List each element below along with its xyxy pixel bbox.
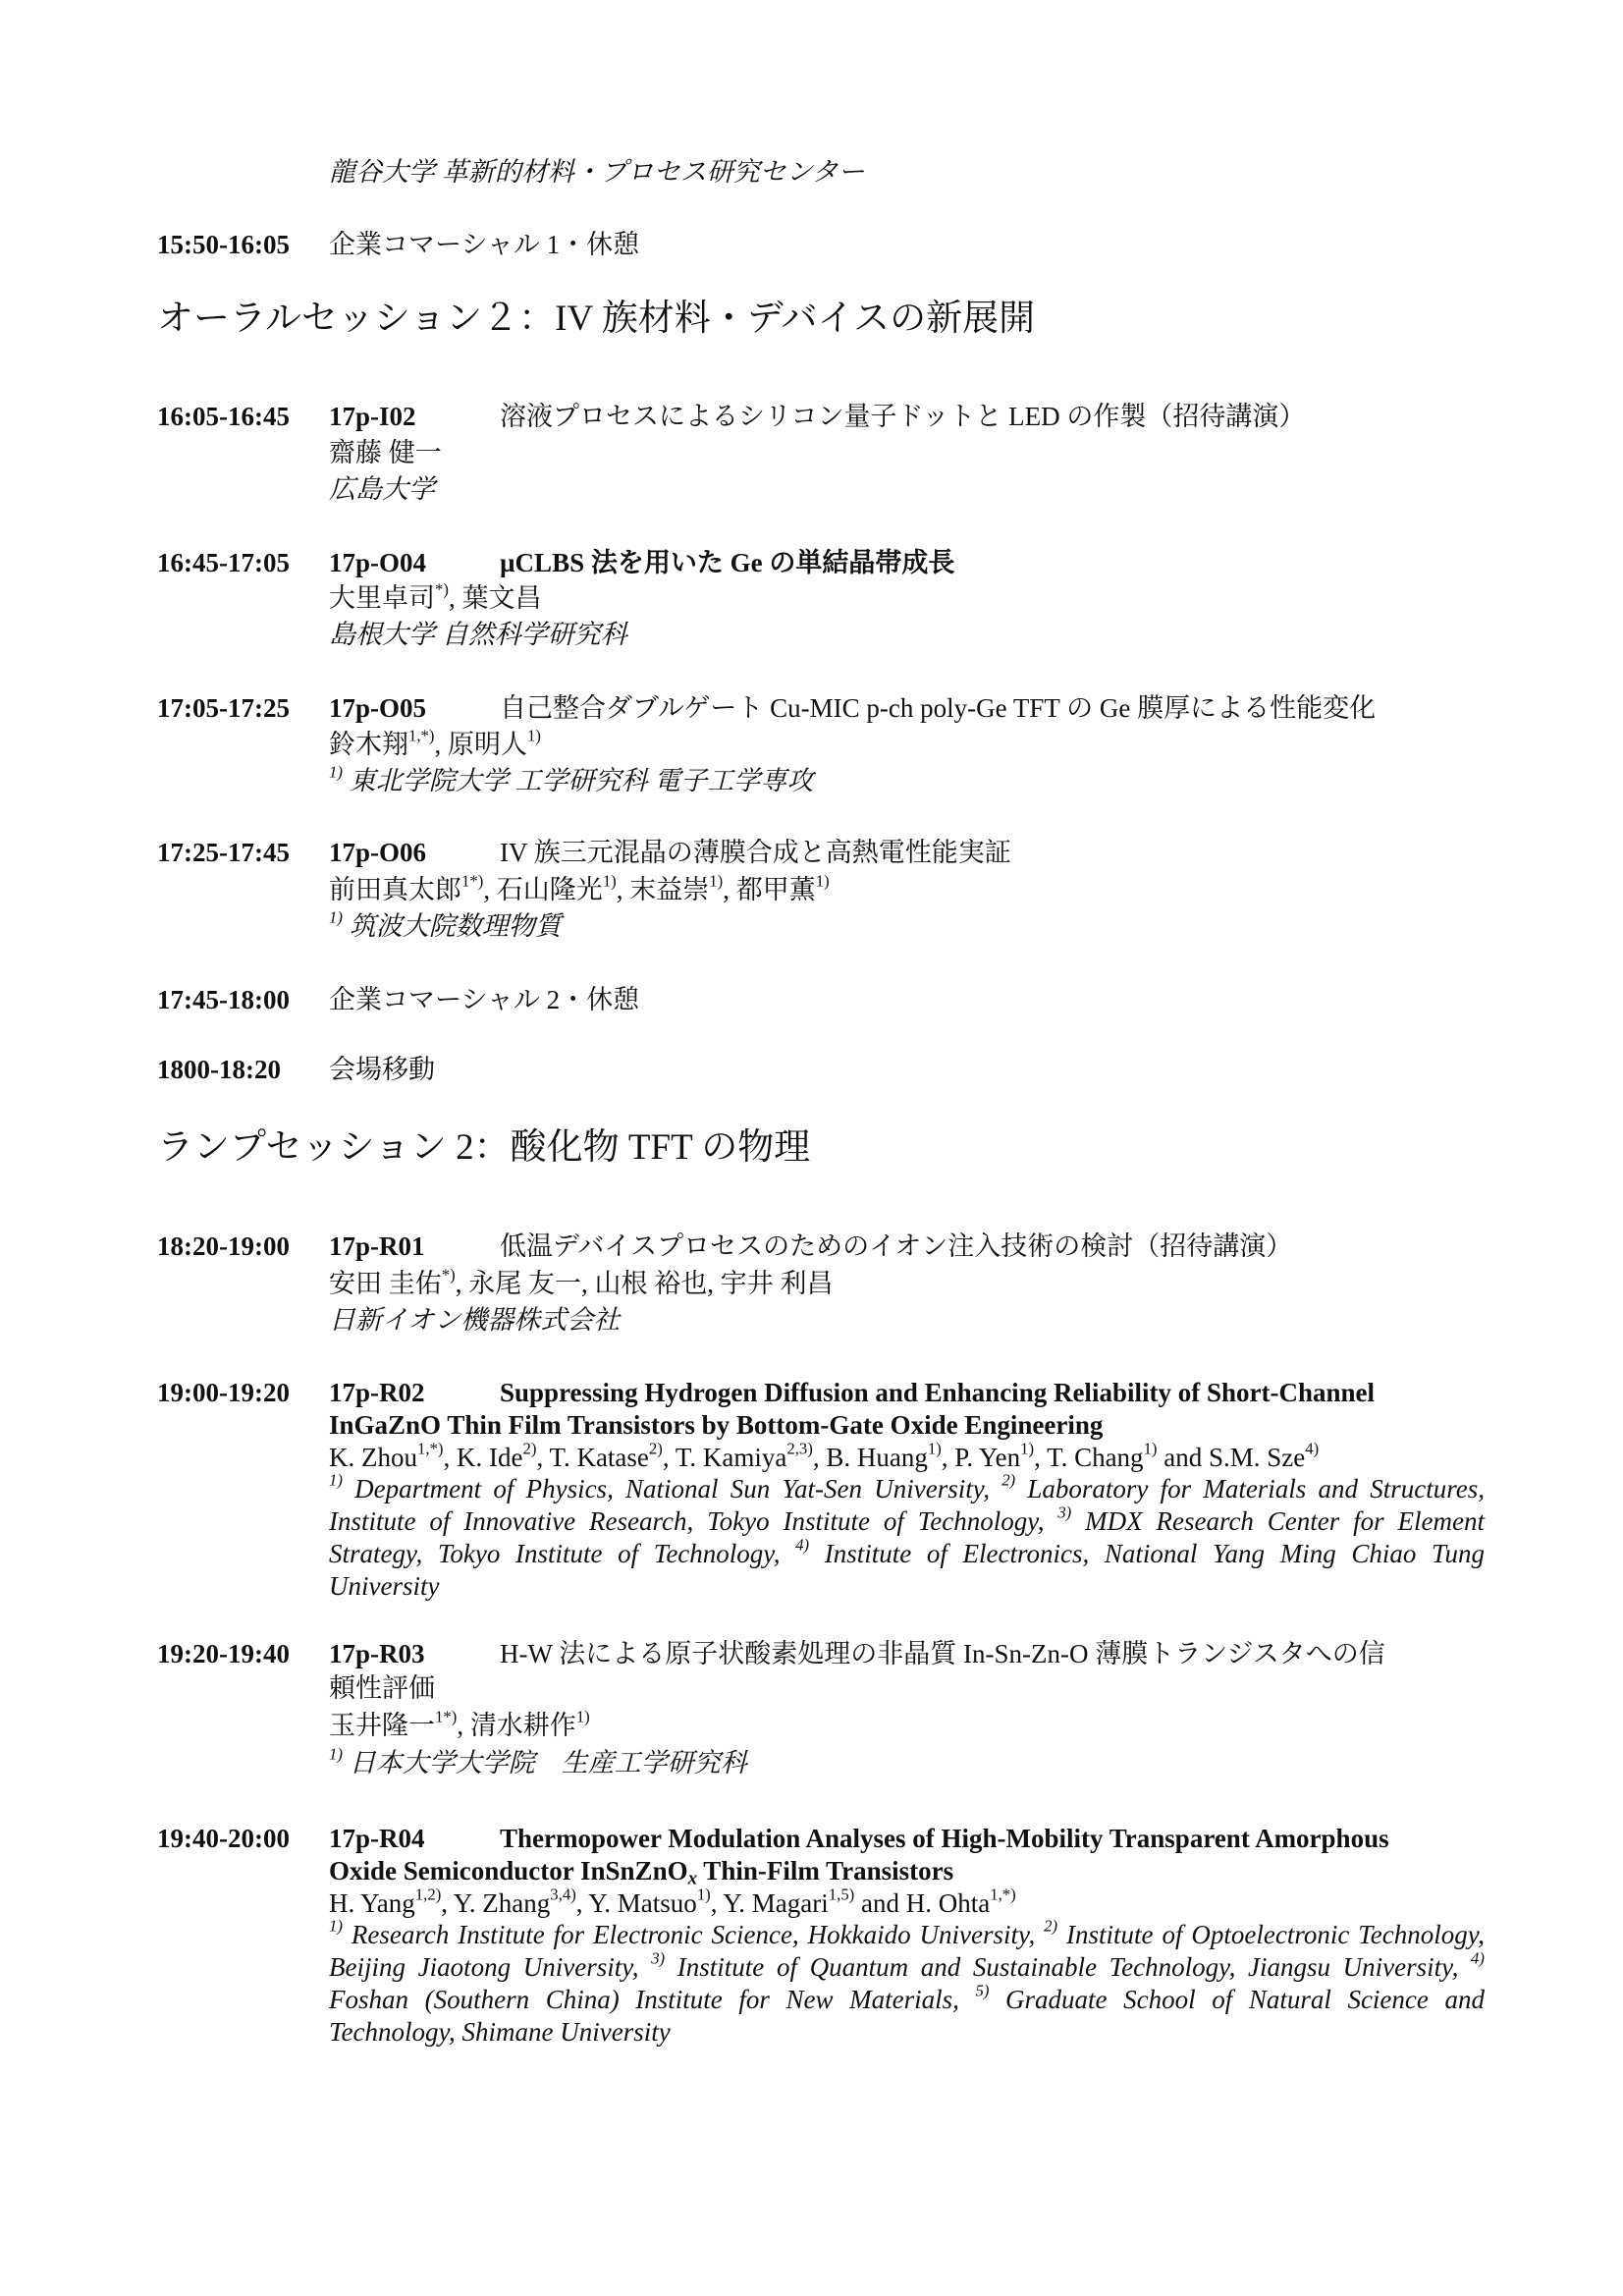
talk-id: 17p-R04 [329, 1824, 425, 1853]
talk-id: 17p-O06 [329, 838, 427, 867]
talk-affiliation [329, 1746, 747, 1779]
author-affiliation-mark: 1) [1143, 1439, 1158, 1458]
author-separator: , [434, 730, 448, 759]
author-affiliation-mark: 1*) [461, 871, 484, 891]
author-affiliation-mark: 2) [648, 1439, 663, 1458]
author-separator: , [457, 1711, 470, 1740]
author-name: Y. Magari [723, 1888, 829, 1918]
talk-time: 18:20-19:00 [157, 1231, 290, 1261]
talk-time: 19:20-19:40 [157, 1639, 290, 1668]
affiliation-text: 筑波大院数理物質 [349, 911, 562, 941]
title-text: Oxide Semiconductor InSnZnO [329, 1856, 688, 1886]
author-separator: , [812, 1443, 827, 1472]
affiliation-text: Institute of Quantum and Sustainable Technology, Jiangsu University, [665, 1952, 1472, 1982]
talk-title: 溶液プロセスによるシリコン量子ドットと LED の作製（招待講演） [500, 402, 1306, 431]
talk-title-line2: 頼性評価 [329, 1673, 435, 1703]
affiliation-mark: 4) [795, 1535, 810, 1555]
author-name: T. Chang [1047, 1443, 1144, 1472]
talk-authors [329, 1441, 1319, 1474]
talk-id: 17p-R01 [329, 1231, 425, 1261]
author-affiliation-mark: 3,4) [550, 1885, 576, 1904]
affiliation-mark: 2) [1001, 1470, 1016, 1490]
author-name: 前田真太郎 [329, 875, 461, 904]
affiliation-text: Graduate School of Natural Science and Technology, Shimane University [329, 1985, 1485, 2047]
affiliation-text: MDX Research Center for Element Strategy, Tokyo Institute of Technology, [329, 1506, 1485, 1568]
author-name: T. Kamiya [675, 1443, 787, 1472]
author-affiliation-mark: 1*) [435, 1707, 458, 1726]
author-affiliation-mark: 1) [527, 726, 541, 745]
talk-title-line2: InGaZnO Thin Film Transistors by Bottom-Gate Oxide Engineering [329, 1410, 1104, 1440]
talk-id: 17p-O04 [329, 548, 427, 577]
affiliation-text: 東北学院大学 工学研究科 電子工学専攻 [349, 766, 814, 795]
talk-affiliation [329, 909, 562, 943]
affiliation-mark: 5) [975, 1981, 990, 2000]
author-affiliation-mark: 2) [522, 1439, 537, 1458]
author-name: 原明人 [448, 730, 527, 759]
talk-authors [329, 1267, 833, 1300]
author-affiliation-mark: 2,3) [786, 1439, 813, 1458]
author-affiliation-mark: 4) [1305, 1439, 1320, 1458]
author-name: 末益崇 [629, 875, 710, 904]
author-affiliation-mark: 1) [927, 1439, 942, 1458]
author-affiliation-mark: 1) [575, 1707, 590, 1726]
talk-time: 19:00-19:20 [157, 1378, 290, 1407]
talk-title-line1: Thermopower Modulation Analyses of High-Mobility Transparent Amorphous [500, 1824, 1389, 1853]
talk-authors [329, 1886, 1016, 1920]
author-affiliation-mark: 1) [1020, 1439, 1035, 1458]
move-label: 会場移動 [329, 1055, 435, 1084]
author-separator: , [662, 1443, 676, 1472]
author-separator: , [1034, 1443, 1048, 1472]
title-text: Thin-Film Transistors [697, 1856, 954, 1886]
talk-title: IV 族三元混晶の薄膜合成と高熱電性能実証 [500, 838, 1011, 867]
author-separator: , [441, 1888, 454, 1918]
break-time: 15:50-16:05 [157, 230, 290, 259]
talk-id: 17p-R02 [329, 1378, 425, 1407]
talk-id: 17p-I02 [329, 402, 416, 431]
author-separator: , [616, 875, 630, 904]
author-name: 大里卓司 [329, 583, 435, 613]
affiliation-mark: 3) [651, 1948, 666, 1968]
affiliation-mark: 1) [329, 907, 343, 927]
affiliation-mark: 1) [329, 1470, 343, 1490]
author-name: S.M. Sze [1209, 1443, 1306, 1472]
author-name: 安田 圭佑 [329, 1269, 442, 1298]
affiliation-text: Foshan (Southern China) Institute for New Materials, [329, 1985, 976, 2014]
talk-title: 自己整合ダブルゲート Cu-MIC p-ch poly-Ge TFT の Ge 膜厚による性能変化 [500, 693, 1377, 723]
author-affiliation-mark: *) [435, 579, 449, 599]
author-separator: , [536, 1443, 550, 1472]
talk-affiliation: 日新イオン機器株式会社 [329, 1305, 621, 1335]
affiliation-text: Institute of Optoelectronic Technology, Beijing Jiaotong University, [329, 1920, 1485, 1982]
author-affiliation-mark: 1,2) [414, 1885, 442, 1904]
talk-affiliation: 広島大学 [329, 474, 435, 504]
affiliation-text: Institute of Electronics, National Yang Ming Chiao Tung University [329, 1539, 1486, 1601]
author-name: T. Katase [549, 1443, 649, 1472]
author-affiliation-mark: 1) [815, 871, 830, 891]
author-name: , 永尾 友一, 山根 裕也, 宇井 利昌 [455, 1269, 834, 1298]
talk-time: 19:40-20:00 [157, 1824, 290, 1853]
author-name: Y. Zhang [453, 1888, 551, 1918]
author-separator: , [443, 1443, 457, 1472]
author-name: K. Zhou [329, 1443, 417, 1472]
talk-time: 16:05-16:45 [157, 402, 290, 431]
talk-id: 17p-O05 [329, 693, 427, 723]
talk-title-line1: Suppressing Hydrogen Diffusion and Enhancing Reliability of Short-Channel [500, 1378, 1375, 1407]
affiliation-text: Department of Physics, National Sun Yat-Sen University, [342, 1474, 1002, 1503]
break-label: 企業コマーシャル 1・休憩 [329, 230, 640, 259]
session-heading: ランプセッション 2：酸化物 TFT の物理 [157, 1127, 811, 1168]
author-name: B. Huang [826, 1443, 928, 1472]
author-name: 都甲薫 [735, 875, 816, 904]
affiliation-mark: 1) [329, 1744, 343, 1764]
author-separator: , [710, 1888, 724, 1918]
author-affiliation-mark: 1) [602, 871, 617, 891]
author-affiliation-mark: 1) [709, 871, 724, 891]
author-name: 玉井隆一 [329, 1711, 435, 1740]
author-affiliation-mark: 1,*) [417, 1439, 444, 1458]
talk-time: 16:45-17:05 [157, 548, 290, 577]
author-affiliation-mark: 1,*) [408, 726, 435, 745]
talk-authors [329, 728, 541, 761]
author-affiliation-mark: *) [441, 1265, 456, 1285]
talk-title: µCLBS 法を用いた Ge の単結晶帯成長 [500, 548, 955, 577]
author-separator: and [854, 1888, 906, 1918]
affiliation-text: Laboratory for Materials and Structures, Institute of Innovative Research, Tokyo Institute of Technology, [329, 1474, 1486, 1536]
author-name: 清水耕作 [469, 1711, 576, 1740]
break-label: 企業コマーシャル 2・休憩 [329, 985, 640, 1014]
author-name: 石山隆光 [496, 875, 603, 904]
author-name: Y. Matsuo [588, 1888, 697, 1918]
talk-time: 17:05-17:25 [157, 693, 290, 723]
author-name: H. Ohta [905, 1888, 991, 1918]
author-name: 鈴木翔 [329, 730, 408, 759]
author-affiliation-mark: 1) [696, 1885, 711, 1904]
affiliation-mark: 3) [1057, 1503, 1072, 1522]
author-separator: , [575, 1888, 589, 1918]
talk-affiliations [329, 1916, 1485, 2049]
title-subscript: x [687, 1868, 698, 1889]
affiliation-mark: 1) [329, 762, 343, 782]
author-name: P. Yen [954, 1443, 1021, 1472]
author-affiliation-mark: 1,*) [990, 1885, 1016, 1904]
break-time: 17:45-18:00 [157, 985, 290, 1014]
talk-authors [329, 581, 541, 615]
talk-affiliations [329, 1470, 1486, 1603]
session-heading: オーラルセッション２：IV 族材料・デバイスの新展開 [157, 299, 1036, 339]
continued-affiliation: 龍谷大学 革新的材料・プロセス研究センター [329, 157, 865, 187]
talk-authors [329, 873, 830, 906]
author-name: K. Ide [457, 1443, 523, 1472]
affiliation-text: 日本大学大学院 生産工学研究科 [349, 1748, 747, 1777]
talk-affiliation: 島根大学 自然科学研究科 [329, 620, 627, 649]
affiliation-mark: 2) [1044, 1916, 1058, 1936]
author-name: H. Yang [329, 1888, 415, 1918]
author-separator: and [1157, 1443, 1209, 1472]
author-affiliation-mark: 1,5) [828, 1885, 855, 1904]
talk-id: 17p-R03 [329, 1639, 425, 1668]
talk-authors [329, 1709, 590, 1742]
author-separator: , [723, 875, 736, 904]
author-separator: , [941, 1443, 955, 1472]
talk-time: 17:25-17:45 [157, 838, 290, 867]
talk-title-line1: H-W 法による原子状酸素処理の非晶質 In-Sn-Zn-O 薄膜トランジスタへの信 [500, 1639, 1385, 1668]
author-name: , 葉文昌 [448, 583, 542, 613]
affiliation-text: Research Institute for Electronic Science, Hokkaido University, [342, 1920, 1045, 1949]
move-time: 1800-18:20 [157, 1055, 281, 1084]
talk-title: 低温デバイスプロセスのためのイオン注入技術の検討（招待講演） [500, 1231, 1293, 1261]
talk-authors: 齋藤 健一 [329, 438, 442, 467]
affiliation-mark: 1) [329, 1916, 343, 1936]
talk-affiliation [329, 764, 813, 797]
affiliation-mark: 4) [1471, 1948, 1485, 1968]
author-separator: , [483, 875, 497, 904]
